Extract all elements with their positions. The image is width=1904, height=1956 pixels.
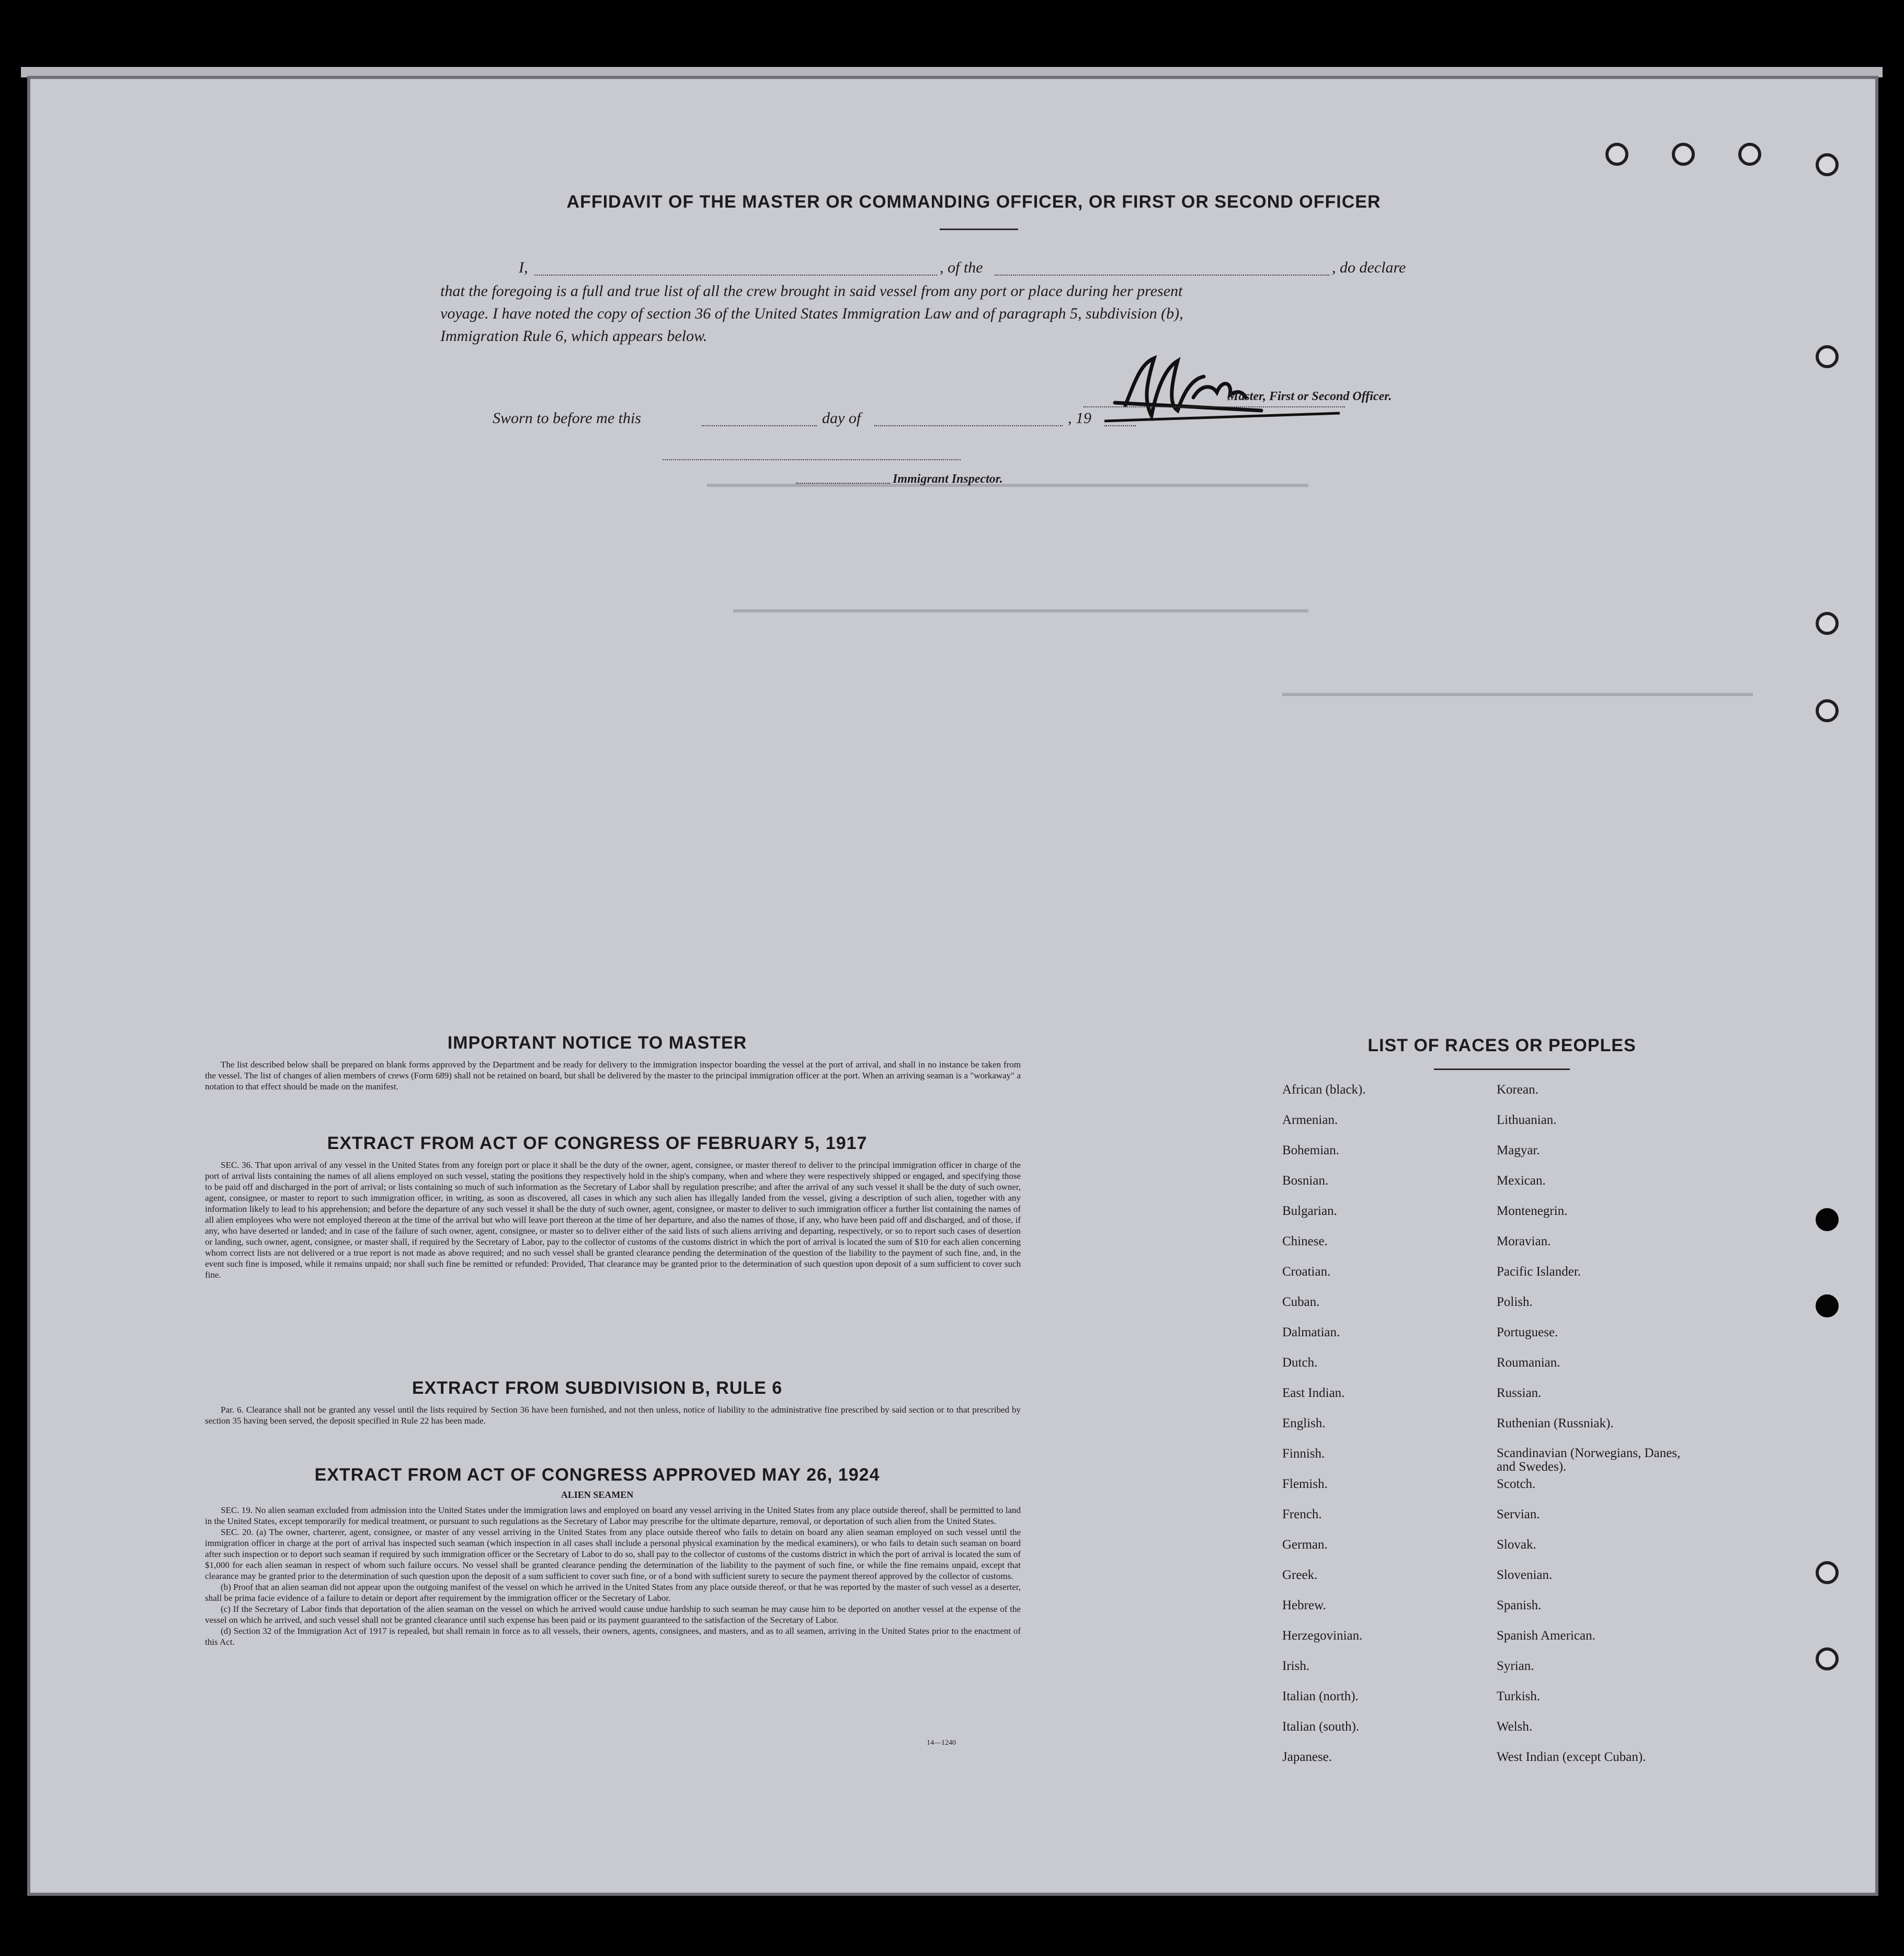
declaration-line-2: that the foregoing is a full and true list of all the crew brought in said vessel from any port or place during her present xyxy=(440,282,1183,300)
declaration-line-1 xyxy=(493,259,1528,280)
section-19-paragraph: SEC. 19. No alien seaman excluded from admission into the United States under the immigration laws and employed on board any vessel arriving in the United States from any place outside thereof, shall be permitted to land in the United States, except temporarily for medical treatment, or pursuant to such regulations as the Secretary of Labor may prescribe for the ultimate departure, removal, or deportation of such alien from the United States. xyxy=(205,1505,1021,1526)
notice-paragraph: The list described below shall be prepared on blank forms approved by the Department and be ready for delivery to the immigration inspector boarding the vessel at the port of arrival, and shall in no instance be taken from the vessel. The list of changes of alien members of crews (Form 689) shall not be retained on board, but shall be delivered by the master to the principal immigration officer at the port. When an arriving seaman is a "workaway" a notation to that effect should be made on the manifest. xyxy=(205,1060,1021,1091)
race-item: Hebrew. xyxy=(1282,1598,1326,1612)
section-20a-paragraph: SEC. 20. (a) The owner, charterer, agent, consignee, or master of any vessel arriving in the United States from any place outside thereof who fails to detain on board any alien seaman employed on such vessel until the immigration officer in charge at the port of arrival has inspected such seaman (which inspection in all cases shall include a personal physical examination by the medical examiners), or who fails to detain such seaman on board after such inspection or to deport such seaman if required by such immigration officer or the Secretary of Labor to do so, shall pay to the collector of customs of the customs district in which the port of arrival is located the sum of $1,000 for each alien seaman in respect of whom such failure occurs. No vessel shall be granted clearance pending the determination of the liability to the payment of such fine, or while the fine remains unpaid, except that clearance may be granted prior to the determination of such question upon the deposit of a sum sufficient to cover such fine, or of a bond with sufficient surety to secure the payment thereof approved by the collector of customs. xyxy=(205,1527,1021,1581)
sworn-year-blank[interactable] xyxy=(1104,425,1136,426)
declaration-line-4: Immigration Rule 6, which appears below. xyxy=(440,327,708,345)
race-item: Dalmatian. xyxy=(1282,1325,1340,1339)
races-title: LIST OF RACES OR PEOPLES xyxy=(1367,1036,1636,1055)
punch-hole xyxy=(1816,1561,1839,1584)
bleed-through-line xyxy=(707,484,1308,487)
race-item: Montenegrin. xyxy=(1497,1204,1568,1218)
inspector-label: Immigrant Inspector. xyxy=(893,472,1003,486)
race-item: Italian (north). xyxy=(1282,1689,1359,1703)
punch-hole xyxy=(1816,612,1839,635)
race-item: Roumanian. xyxy=(1497,1356,1560,1370)
race-item: Croatian. xyxy=(1282,1265,1331,1279)
punch-hole xyxy=(1816,153,1839,176)
section-36-paragraph: SEC. 36. That upon arrival of any vessel in the United States from any foreign port or place it shall be the duty of the owner, agent, consignee, or master thereof to deliver to the principal immigration officer in charge of the port of arrival lists containing the names of all aliens employed on such vessel, stating the positions they respectively hold in the ship's company, when and where they were respectively shipped or engaged, and specifying those to be paid off and discharged in the port of arrival; or lists containing so much of such information as the Secretary of Labor shall by regulation prescribe; and after the arrival of any such vessel it shall be the duty of such owner, agent, consignee, or master to report to such immigration officer, in writing, as soon as discovered, all cases in which any such alien has illegally landed from the vessel, giving a description of such alien, together with any information likely to lead to his apprehension; and before the departure of any such vessel it shall be the duty of such owner, agent, consignee, or master to deliver to such immigration officer a further list containing the names of all alien employees who were not employed thereon at the time of the arrival but who will leave port thereon at the time of her departure, and also the names of those, if any, who have been paid off and discharged, and of those, if any, who have deserted or landed; and in case of the failure of such owner, agent, consignee, or master so to deliver either of the said lists of such aliens arriving and departing, respectively, or so to report such cases of desertion or landing, such owner, agent, consignee, or master shall, if required by the Secretary of Labor, pay to the collector of customs of the customs district in which the port of arrival is located the sum of $10 for each alien concerning whom correct lists are not delivered or a true report is not made as above required; and no such vessel shall be granted clearance pending the determination of the question of the liability to the payment of such fine, and, in the event such fine is imposed, while it remains unpaid; nor shall such fine be remitted or refunded: Provided, That clearance may be granted prior to the determination of such question upon deposit of a sum sufficient to cover such fine. xyxy=(205,1160,1021,1280)
declaration-line-3: voyage. I have noted the copy of section 36 of the United States Immigration Law and of paragraph 5, subdivision (b), xyxy=(440,305,1183,322)
punch-hole xyxy=(1816,345,1839,368)
race-item: Magyar. xyxy=(1497,1143,1540,1157)
race-item: West Indian (except Cuban). xyxy=(1497,1750,1646,1764)
race-item: Portuguese. xyxy=(1497,1325,1558,1339)
race-item: Cuban. xyxy=(1282,1295,1320,1309)
race-item: Flemish. xyxy=(1282,1477,1328,1491)
race-item: French. xyxy=(1282,1507,1322,1521)
do-declare-label: , do declare xyxy=(1332,259,1406,276)
extract-rule6-body xyxy=(205,1404,1021,1426)
signer-label: Master, First or Second Officer. xyxy=(1227,390,1392,403)
races-title-rule xyxy=(1434,1068,1570,1070)
race-item: Scandinavian (Norwegians, Danes, and Swedes). xyxy=(1497,1446,1681,1474)
inspector-signature-blank[interactable] xyxy=(663,459,961,460)
form-number: 14—1240 xyxy=(927,1739,956,1747)
rule-6-paragraph: Par. 6. Clearance shall not be granted any vessel until the lists required by Section 36 have been furnished, and not then unless, notice of liability to the administrative fine prescribed by said section or to that prescribed by section 35 having been served, the deposit specified in Rule 22 has been made. xyxy=(205,1405,1021,1426)
race-item: Turkish. xyxy=(1497,1689,1541,1703)
sworn-label: Sworn to before me this xyxy=(493,410,641,427)
punch-hole xyxy=(1672,143,1695,166)
affidavit-title: AFFIDAVIT OF THE MASTER OR COMMANDING OFFICER, OR FIRST OR SECOND OFFICER xyxy=(566,192,1381,212)
race-item: Slovenian. xyxy=(1497,1568,1553,1582)
punch-hole xyxy=(1816,1208,1839,1231)
inspector-signature-blank-2[interactable] xyxy=(796,483,890,484)
race-item: Dutch. xyxy=(1282,1356,1318,1370)
race-item: Italian (south). xyxy=(1282,1720,1360,1734)
race-item: Lithuanian. xyxy=(1497,1113,1557,1127)
extract-1924-title: EXTRACT FROM ACT OF CONGRESS APPROVED MAY 26, 1924 xyxy=(314,1465,880,1485)
race-item: Greek. xyxy=(1282,1568,1318,1582)
race-item: Bulgarian. xyxy=(1282,1204,1337,1218)
race-item: African (black). xyxy=(1282,1083,1366,1097)
day-of-label: day of xyxy=(822,410,861,427)
vessel-blank[interactable] xyxy=(995,275,1329,276)
race-item: Spanish American. xyxy=(1497,1629,1595,1643)
punch-hole xyxy=(1605,143,1628,166)
race-item: Korean. xyxy=(1497,1083,1538,1097)
race-item: Bosnian. xyxy=(1282,1174,1329,1188)
race-item: German. xyxy=(1282,1538,1328,1552)
race-item: Polish. xyxy=(1497,1295,1533,1309)
of-the-label: , of the xyxy=(940,259,983,276)
race-item: Ruthenian (Russniak). xyxy=(1497,1416,1614,1430)
notice-body xyxy=(205,1059,1021,1092)
punch-hole xyxy=(1816,1294,1839,1317)
year-label: , 19 xyxy=(1068,410,1091,427)
punch-hole xyxy=(1738,143,1761,166)
race-item: Armenian. xyxy=(1282,1113,1338,1127)
race-item: English. xyxy=(1282,1416,1326,1430)
bleed-through-line xyxy=(733,609,1308,612)
race-item: Irish. xyxy=(1282,1659,1310,1673)
manifest-sheet xyxy=(27,76,1878,1896)
race-item: Scotch. xyxy=(1497,1477,1536,1491)
extract-rule6-title: EXTRACT FROM SUBDIVISION B, RULE 6 xyxy=(412,1378,783,1398)
race-item: Spanish. xyxy=(1497,1598,1542,1612)
sworn-line xyxy=(493,410,1225,430)
extract-1924-body xyxy=(205,1505,1021,1647)
punch-hole xyxy=(1816,1647,1839,1670)
section-20b-paragraph: (b) Proof that an alien seaman did not appear upon the outgoing manifest of the vessel on which he arrived in the United States from any place outside thereof, or that he was reported by the master of such vessel as a deserter, shall be prima facie evidence of a failure to detain or deport after requirement by the immigration officer or the Secretary of Labor. xyxy=(205,1582,1021,1603)
race-item: Servian. xyxy=(1497,1507,1540,1521)
section-20c-paragraph: (c) If the Secretary of Labor finds that deportation of the alien seaman on the vessel on which he arrived would cause undue hardship to such seaman he may cause him to be deported on another vessel at the expense of the vessel on which he arrived, and such vessel shall not be granted clearance until such expense has been paid or its payment guaranteed to the satisfaction of the Secretary of Labor. xyxy=(205,1604,1021,1625)
alien-seamen-subtitle: ALIEN SEAMEN xyxy=(561,1489,634,1500)
race-item: Welsh. xyxy=(1497,1720,1533,1734)
signature-blank[interactable] xyxy=(1084,406,1345,407)
title-rule xyxy=(940,229,1018,230)
bleed-through-line xyxy=(1282,693,1753,696)
race-item: Finnish. xyxy=(1282,1447,1325,1461)
race-item: Herzegovinian. xyxy=(1282,1629,1363,1643)
race-item: Slovak. xyxy=(1497,1538,1536,1552)
race-item: Pacific Islander. xyxy=(1497,1265,1581,1279)
extract-1917-title: EXTRACT FROM ACT OF CONGRESS OF FEBRUARY 5, 1917 xyxy=(327,1133,868,1153)
name-blank[interactable] xyxy=(534,275,937,276)
race-item: Russian. xyxy=(1497,1386,1542,1400)
race-item: Mexican. xyxy=(1497,1174,1546,1188)
sworn-day-blank[interactable] xyxy=(702,425,817,426)
race-item: Moravian. xyxy=(1497,1234,1551,1248)
i-label: I, xyxy=(519,259,528,276)
sworn-month-blank[interactable] xyxy=(874,425,1063,426)
punch-hole xyxy=(1816,699,1839,722)
race-item: East Indian. xyxy=(1282,1386,1345,1400)
section-20d-paragraph: (d) Section 32 of the Immigration Act of 1917 is repealed, but shall remain in force as to all vessels, their owners, agents, consignees, and masters, and as to all seamen, arriving in the United States prior to the enactment of this Act. xyxy=(205,1626,1021,1647)
notice-title: IMPORTANT NOTICE TO MASTER xyxy=(447,1033,747,1053)
extract-1917-body xyxy=(205,1159,1021,1280)
race-item: Japanese. xyxy=(1282,1750,1332,1764)
race-item: Syrian. xyxy=(1497,1659,1534,1673)
race-item: Bohemian. xyxy=(1282,1143,1340,1157)
race-item: Chinese. xyxy=(1282,1234,1328,1248)
